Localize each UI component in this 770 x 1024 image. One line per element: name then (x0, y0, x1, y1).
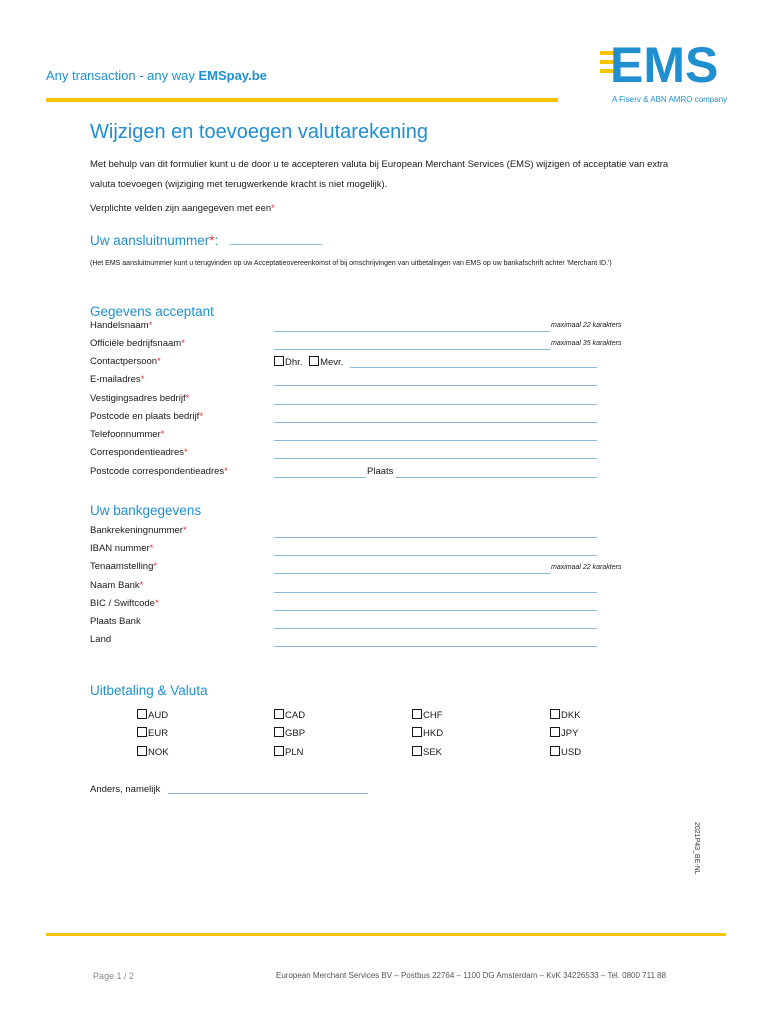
acceptant-field-label: Postcode correspondentieadres* (90, 466, 228, 477)
currency-label: EUR (148, 728, 169, 739)
ems-logo-graphic (600, 38, 725, 88)
acceptant-field-label: Handelsnaam* (90, 320, 153, 331)
acceptant-heading: Gegevens acceptant (90, 304, 214, 319)
acceptant-input-line[interactable] (274, 440, 597, 441)
currency-checkbox[interactable] (550, 709, 560, 719)
bank-field-label: Tenaamstelling* (90, 561, 158, 572)
bank-input-line[interactable] (274, 555, 597, 556)
aansluit-note: (Het EMS aansluitnummer kunt u terugvinden op uw Acceptatieovereenkomst of bij omschrijvingen van uitbetalingen van EMS op uw bankafschrift achter 'Merchant ID.') (90, 260, 612, 267)
acceptant-input-line[interactable] (274, 404, 597, 405)
bank-input-line[interactable] (274, 628, 597, 629)
mevr-label: Mevr. (320, 357, 344, 368)
logo-text: EMS (610, 38, 719, 88)
bank-field-label: Plaats Bank (90, 616, 141, 627)
bank-field-label: Naam Bank* (90, 580, 144, 591)
bank-input-line[interactable] (274, 537, 597, 538)
aansluit-field[interactable] (230, 244, 322, 245)
salutation-options (274, 356, 343, 368)
currency-label: CAD (285, 710, 306, 721)
tagline-brand: EMSpay.be (198, 68, 267, 83)
bank-field-label: Land (90, 634, 112, 645)
max-characters-note: maximaal 35 karakters (551, 340, 622, 347)
plaats-label: Plaats (367, 466, 394, 477)
acceptant-input-line[interactable] (274, 458, 597, 459)
valuta-heading: Uitbetaling & Valuta (90, 683, 208, 698)
currency-checkbox[interactable] (550, 727, 560, 737)
tagline-text: Any transaction - any way (46, 68, 199, 83)
max-characters-note: maximaal 22 karakters (551, 564, 622, 571)
currency-option[interactable] (412, 746, 442, 758)
currency-checkbox[interactable] (412, 746, 422, 756)
currency-label: CHF (423, 710, 443, 721)
plaats-field[interactable] (396, 477, 597, 478)
mevr-checkbox[interactable] (309, 356, 319, 366)
bank-input-line[interactable] (274, 592, 597, 593)
currency-checkbox[interactable] (274, 746, 284, 756)
ems-logo (600, 38, 725, 88)
contactpersoon-field[interactable] (350, 367, 597, 368)
currency-label: NOK (148, 747, 169, 758)
page-number: Page 1 / 2 (93, 971, 135, 981)
dhr-checkbox[interactable] (274, 356, 284, 366)
bank-input-line[interactable] (274, 610, 597, 611)
currency-checkbox[interactable] (412, 709, 422, 719)
currency-option[interactable] (137, 746, 169, 758)
intro-text: Met behulp van dit formulier kunt u de door u te accepteren valuta bij European Merchant Services (EMS) wijzigen of acceptatie van extra valuta toevoegen (wijziging met terugwerkende kracht is niet mogelijk). (90, 159, 669, 190)
bank-field-label: BIC / Swiftcode* (90, 598, 159, 609)
currency-checkbox[interactable] (274, 709, 284, 719)
postcode-field[interactable] (274, 477, 366, 478)
currency-option[interactable] (274, 709, 305, 721)
bank-input-line[interactable] (274, 646, 597, 647)
currency-label: AUD (148, 710, 169, 721)
acceptant-field-label: Officiële bedrijfsnaam* (90, 338, 185, 349)
bank-heading: Uw bankgegevens (90, 503, 202, 518)
page-title: Wijzigen en toevoegen valutarekening (90, 121, 428, 143)
currency-option[interactable] (274, 746, 303, 758)
bank-field-label: Bankrekeningnummer* (90, 525, 187, 536)
max-characters-note: maximaal 22 karakters (551, 322, 622, 329)
currency-label: USD (561, 747, 582, 758)
bank-field-label: IBAN nummer* (90, 543, 154, 554)
currency-option[interactable] (550, 709, 581, 721)
currency-label: DKK (561, 710, 581, 721)
acceptant-input-line[interactable] (274, 331, 550, 332)
tagline (46, 68, 267, 83)
currency-checkbox[interactable] (137, 746, 147, 756)
footer-company: European Merchant Services BV – Postbus 22764 – 1100 DG Amsterdam – KvK 34226533 – Tel. 0800 711 88 (276, 971, 667, 980)
currency-option[interactable] (137, 709, 168, 721)
currency-option[interactable] (412, 727, 443, 739)
acceptant-field-label: Correspondentieadres* (90, 447, 188, 458)
currency-checkbox[interactable] (274, 727, 284, 737)
acceptant-input-line[interactable] (274, 349, 550, 350)
currency-option[interactable] (137, 727, 168, 739)
currency-label: JPY (561, 728, 579, 739)
anders-label: Anders, namelijk (90, 784, 161, 795)
acceptant-field-label: Contactpersoon* (90, 356, 161, 367)
required-star: * (271, 203, 275, 214)
currency-checkbox[interactable] (550, 746, 560, 756)
currency-checkbox[interactable] (137, 727, 147, 737)
currency-label: HKD (423, 728, 444, 739)
currency-label: SEK (423, 747, 443, 758)
currency-label: GBP (285, 728, 306, 739)
document-code: 2021P43_BE-NL (693, 822, 700, 875)
currency-option[interactable] (550, 727, 578, 739)
acceptant-input-line[interactable] (274, 422, 597, 423)
header-rule (46, 98, 558, 102)
logo-subtitle: A Fiserv & ABN AMRO company (612, 95, 728, 104)
acceptant-field-label: E-mailadres* (90, 374, 145, 385)
aansluit-heading: Uw aansluitnummer*: (90, 233, 219, 248)
currency-option[interactable] (274, 727, 305, 739)
dhr-label: Dhr. (285, 357, 303, 368)
acceptant-field-label: Telefoonnummer* (90, 429, 165, 440)
currency-checkbox[interactable] (412, 727, 422, 737)
acceptant-field-label: Postcode en plaats bedrijf* (90, 411, 204, 422)
currency-option[interactable] (412, 709, 443, 721)
footer-rule (46, 933, 726, 936)
acceptant-input-line[interactable] (274, 385, 597, 386)
acceptant-field-label: Vestigingsadres bedrijf* (90, 393, 190, 404)
anders-field[interactable] (168, 793, 368, 794)
bank-input-line[interactable] (274, 573, 550, 574)
currency-option[interactable] (550, 746, 581, 758)
required-note: Verplichte velden zijn aangegeven met een* (90, 203, 275, 214)
currency-label: PLN (285, 747, 304, 758)
currency-checkbox[interactable] (137, 709, 147, 719)
